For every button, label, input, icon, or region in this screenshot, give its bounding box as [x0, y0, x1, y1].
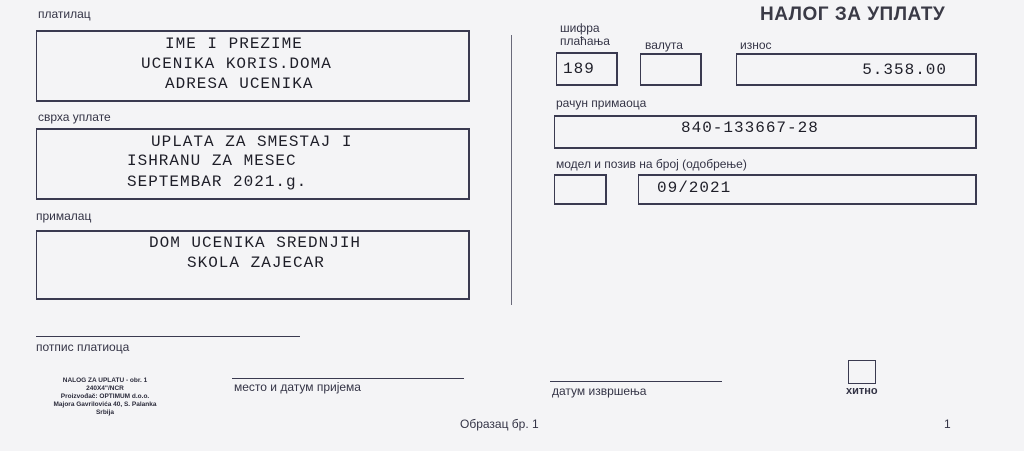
payer-signature-label: потпис платиоца: [36, 340, 130, 354]
place-date-label: место и датум пријема: [234, 380, 361, 394]
payer-line-2: UCENIKA KORIS.DOMA: [141, 55, 332, 73]
amount-value: 5.358.00: [862, 61, 947, 79]
payer-field[interactable]: [36, 30, 470, 102]
imprint-line-2: 240X4"/NCR: [86, 385, 124, 392]
reference-value: 09/2021: [657, 179, 732, 197]
imprint-line-4: Majora Gavrilovića 40, S. Palanka: [53, 401, 157, 408]
model-label: модел и позив на број (одобрење): [556, 157, 747, 171]
purpose-field[interactable]: [36, 128, 470, 200]
account-field[interactable]: [554, 115, 977, 149]
recipient-line-1: DOM UCENIKA SREDNJIH: [149, 234, 362, 252]
purpose-line-2: ISHRANU ZA MESEC: [127, 152, 297, 170]
payment-code-label-line-2: плаћања: [560, 34, 610, 48]
imprint-line-1: NALOG ZA UPLATU - obr. 1: [62, 377, 148, 384]
urgent-label: хитно: [846, 385, 878, 397]
purpose-label: сврха уплате: [38, 110, 111, 124]
urgent-checkbox[interactable]: [848, 360, 876, 384]
payment-code-value: 189: [563, 60, 595, 78]
page-number: 1: [944, 417, 951, 431]
payer-line-3: ADRESA UCENIKA: [165, 75, 314, 93]
form-title: НАЛОГ ЗА УПЛАТУ: [760, 4, 946, 25]
form-number: Образац бр. 1: [460, 417, 539, 431]
currency-label: валута: [645, 38, 683, 52]
place-date-line: [232, 378, 464, 379]
payment-code-label: [560, 22, 610, 48]
imprint-line-5: Srbija: [95, 409, 115, 416]
account-label: рачун примаоца: [556, 96, 647, 110]
reference-field[interactable]: [638, 174, 977, 205]
recipient-field[interactable]: [36, 230, 470, 300]
amount-field[interactable]: [736, 53, 977, 86]
amount-label: износ: [740, 38, 772, 52]
payer-signature-line: [36, 336, 300, 337]
payment-code-field[interactable]: [556, 52, 618, 86]
payer-label: платилац: [38, 7, 91, 21]
execution-date-line: [550, 381, 722, 382]
column-divider: [511, 35, 512, 305]
purpose-line-3: SEPTEMBAR 2021.g.: [127, 173, 308, 191]
payment-code-label-line-1: шифра: [560, 21, 600, 35]
purpose-line-1: UPLATA ZA SMESTAJ I: [151, 133, 353, 151]
model-field[interactable]: [554, 174, 607, 205]
printer-imprint: [30, 377, 180, 417]
execution-date-label: датум извршења: [552, 384, 647, 398]
payer-line-1: IME I PREZIME: [165, 35, 303, 53]
account-value: 840-133667-28: [681, 119, 819, 137]
currency-field[interactable]: [640, 53, 702, 86]
recipient-label: прималац: [36, 209, 92, 223]
recipient-line-2: SKOLA ZAJECAR: [187, 254, 325, 272]
imprint-line-3: Proizvođač: OPTIMUM d.o.o.: [60, 393, 150, 400]
